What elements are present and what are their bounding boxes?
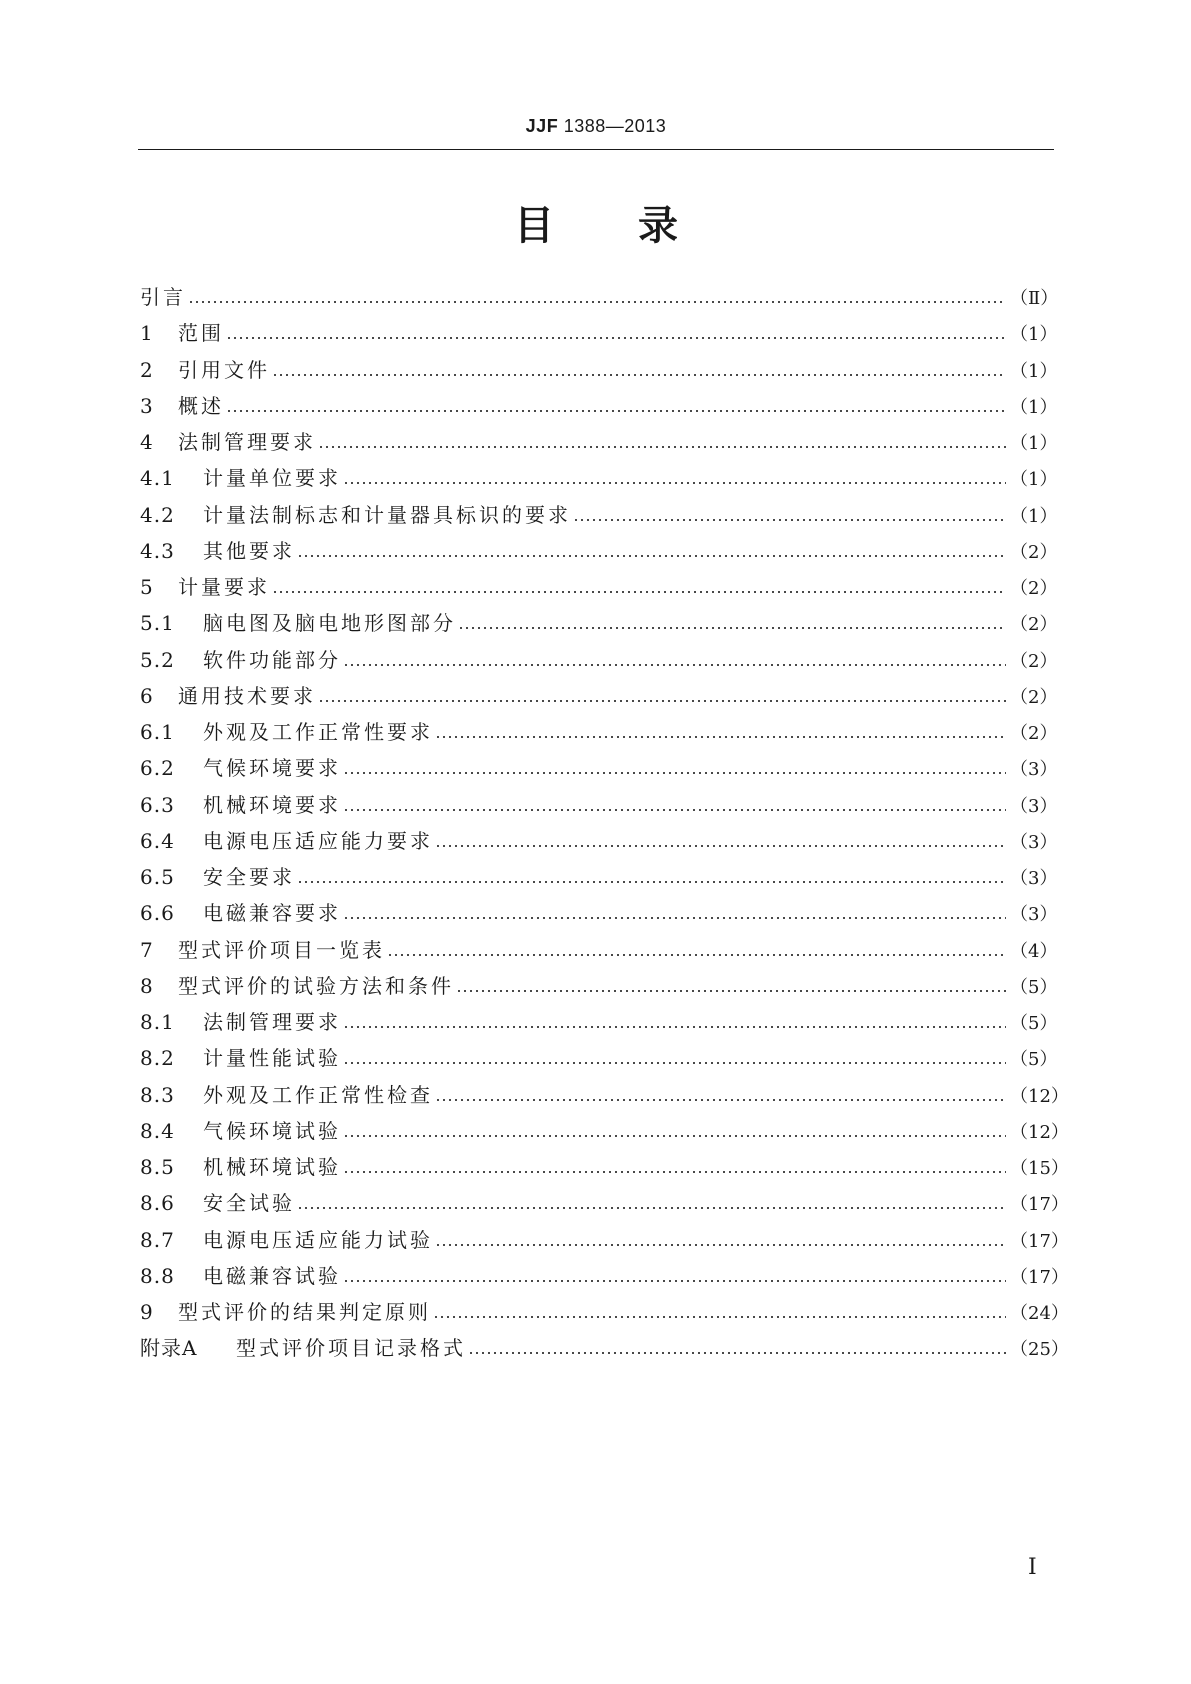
toc-entry-page: （17） [1010,1194,1069,1216]
title-char-2: 录 [638,203,678,249]
toc-entry-label: 概述 [178,393,224,418]
toc-entry-page: （1） [1010,505,1058,527]
table-of-contents [140,279,1069,1367]
toc-entry-label: 计量要求 [178,575,270,599]
toc-entry-label: 法制管理要求 [203,1010,341,1034]
toc-entry[interactable] [140,1004,1056,1040]
title-char-1: 目 [514,203,554,249]
toc-entry[interactable] [140,1294,1069,1330]
toc-dot-leader [387,954,1006,956]
toc-entry-page: （5） [1010,1049,1058,1071]
toc-dot-leader [297,555,1006,557]
toc-entry-page: （Ⅱ） [1010,288,1059,309]
toc-dot-leader [435,736,1006,738]
toc-entry-page: （15） [1010,1158,1069,1179]
toc-entry-number: 9 [140,1300,154,1324]
toc-entry-page: （17） [1010,1266,1069,1288]
toc-entry-page: （2） [1010,541,1058,563]
toc-entry-number: 8.6 [140,1191,175,1216]
toc-entry-label: 计量性能试验 [203,1046,341,1071]
toc-dot-leader [297,881,1006,883]
toc-entry-number: 8.2 [140,1046,175,1071]
toc-dot-leader [435,1244,1006,1246]
header-divider [138,149,1054,150]
toc-entry-label: 安全试验 [203,1191,295,1216]
toc-entry-label: 型式评价项目记录格式 [236,1336,466,1361]
toc-entry-label: 机械环境要求 [203,792,341,817]
toc-dot-leader [343,917,1006,919]
toc-entry-page: （2） [1010,686,1058,708]
toc-entry-number: 8.8 [140,1263,175,1288]
toc-dot-leader [343,482,1006,484]
toc-entry-page: （3） [1010,795,1058,817]
toc-dot-leader [297,1207,1006,1209]
toc-entry-number: 8.5 [140,1155,175,1179]
toc-entry-label: 电磁兼容试验 [203,1263,341,1288]
toc-entry-number: 6.6 [140,901,175,926]
toc-entry[interactable] [140,388,1056,424]
toc-entry-label: 软件功能部分 [203,647,341,672]
toc-entry-page: （2） [1010,614,1058,636]
toc-entry-number: 6.3 [140,792,175,817]
toc-entry-number: 2 [140,357,154,382]
toc-entry[interactable] [140,750,1056,786]
toc-entry-label: 机械环境试验 [203,1155,341,1179]
toc-entry-number: 8.3 [140,1082,175,1107]
toc-entry-number: 8.1 [140,1010,175,1034]
toc-dot-leader [435,845,1006,847]
toc-dot-leader [468,1352,1006,1354]
toc-dot-leader [226,410,1006,412]
toc-entry[interactable] [140,642,1056,678]
toc-dot-leader [433,1316,1006,1318]
standard-code-prefix: JJF [525,116,559,136]
toc-entry-number: 6.1 [140,720,175,744]
toc-entry[interactable] [140,1258,1069,1294]
toc-entry-number: 4.1 [140,466,175,491]
toc-entry-label: 电磁兼容要求 [203,901,341,926]
toc-entry-label: 外观及工作正常性检查 [203,1082,433,1107]
toc-entry-label: 型式评价的试验方法和条件 [178,973,454,998]
toc-entry[interactable] [140,279,1059,315]
toc-entry-number: 6 [140,683,154,708]
toc-entry-label: 脑电图及脑电地形图部分 [203,611,456,636]
toc-entry-number: 6.2 [140,756,175,781]
toc-dot-leader [435,1099,1006,1101]
toc-entry[interactable] [140,1113,1069,1149]
toc-entry-number: 5 [140,575,154,599]
toc-entry[interactable] [140,352,1056,388]
toc-entry-page: （3） [1010,868,1058,889]
page-number: Ⅰ [1028,1555,1037,1580]
toc-dot-leader [226,337,1006,339]
toc-dot-leader [343,772,1006,774]
toc-entry-label: 通用技术要求 [178,683,316,708]
toc-entry-label: 电源电压适应能力试验 [203,1227,433,1252]
toc-entry-number: 7 [140,937,154,962]
toc-entry-label: 安全要求 [203,865,295,889]
toc-entry-number: 附录A [140,1336,198,1361]
toc-dot-leader [188,301,1006,303]
toc-entry-label: 引用文件 [178,357,270,382]
toc-dot-leader [343,809,1006,811]
toc-entry-number: 8 [140,973,154,998]
toc-dot-leader [272,591,1006,593]
toc-entry[interactable] [140,1330,1069,1366]
toc-entry-page: （24） [1010,1303,1069,1324]
toc-entry-label: 计量单位要求 [203,466,341,491]
toc-entry-page: （1） [1010,469,1058,491]
toc-dot-leader [343,1062,1006,1064]
toc-entry[interactable] [140,1149,1069,1185]
toc-entry-page: （3） [1010,904,1058,926]
toc-entry-label: 气候环境试验 [203,1118,341,1143]
toc-entry-page: （2） [1010,578,1058,599]
toc-entry-number: 8.4 [140,1118,175,1143]
toc-entry-page: （12） [1010,1085,1069,1107]
toc-entry[interactable] [140,460,1056,496]
toc-entry-label: 电源电压适应能力要求 [203,828,433,853]
toc-entry[interactable] [140,859,1056,895]
toc-entry-label: 气候环境要求 [203,756,341,781]
toc-entry-page: （1） [1010,433,1058,454]
toc-entry-label: 法制管理要求 [178,430,316,454]
toc-dot-leader [573,519,1006,521]
toc-entry[interactable] [140,968,1056,1004]
toc-entry-label: 型式评价项目一览表 [178,937,385,962]
toc-entry[interactable] [140,533,1056,569]
toc-entry-number: 5.2 [140,647,175,672]
toc-dot-leader [318,700,1006,702]
toc-entry-label: 其他要求 [203,538,295,563]
toc-entry-label: 型式评价的结果判定原则 [178,1300,431,1324]
toc-entry[interactable] [140,932,1056,968]
toc-dot-leader [318,446,1006,448]
toc-entry-number: 3 [140,393,154,418]
toc-dot-leader [343,1171,1006,1173]
toc-entry-number: 4.3 [140,538,175,563]
toc-entry-number: 4.2 [140,502,175,527]
toc-entry[interactable] [140,1077,1069,1113]
toc-entry-page: （17） [1010,1230,1069,1252]
toc-entry-label: 计量法制标志和计量器具标识的要求 [203,502,571,527]
toc-entry-number: 4 [140,430,154,454]
toc-dot-leader [458,627,1006,629]
page-title [138,194,1054,251]
toc-dot-leader [343,1280,1006,1282]
toc-entry-page: （12） [1010,1121,1069,1143]
toc-dot-leader [456,990,1006,992]
running-header [138,116,1054,137]
toc-entry-label: 引言 [140,285,186,309]
toc-entry[interactable] [140,787,1056,823]
toc-entry[interactable] [140,823,1056,859]
toc-entry[interactable] [140,1222,1069,1258]
toc-entry[interactable] [140,424,1056,460]
toc-entry[interactable] [140,569,1056,605]
toc-entry-page: （5） [1010,976,1058,998]
toc-entry-page: （4） [1010,940,1058,962]
toc-entry-number: 6.4 [140,828,175,853]
toc-entry[interactable] [140,1185,1069,1221]
toc-entry-number: 6.5 [140,865,175,889]
toc-entry[interactable] [140,497,1056,533]
toc-dot-leader [343,664,1006,666]
toc-entry[interactable] [140,678,1056,714]
toc-dot-leader [343,1026,1006,1028]
toc-entry-label: 外观及工作正常性要求 [203,720,433,744]
toc-entry-label: 范围 [178,321,224,346]
toc-entry[interactable] [140,895,1056,931]
toc-entry-page: （2） [1010,650,1058,672]
toc-entry-page: （3） [1010,831,1058,853]
standard-code-number: 1388—2013 [563,116,667,136]
toc-entry-page: （3） [1010,759,1058,781]
toc-entry-page: （5） [1010,1013,1058,1034]
toc-entry-page: （1） [1010,324,1058,346]
toc-entry-page: （2） [1010,723,1058,744]
toc-dot-leader [272,374,1006,376]
toc-entry[interactable] [140,1040,1056,1076]
toc-entry-page: （25） [1010,1339,1069,1361]
toc-entry-page: （1） [1010,360,1058,382]
toc-entry[interactable] [140,714,1056,750]
toc-entry-number: 8.7 [140,1227,175,1252]
toc-entry-number: 5.1 [140,611,175,636]
toc-entry-page: （1） [1010,396,1058,418]
toc-entry[interactable] [140,605,1056,641]
toc-dot-leader [343,1135,1006,1137]
toc-entry[interactable] [140,315,1056,351]
toc-entry-number: 1 [140,321,154,346]
